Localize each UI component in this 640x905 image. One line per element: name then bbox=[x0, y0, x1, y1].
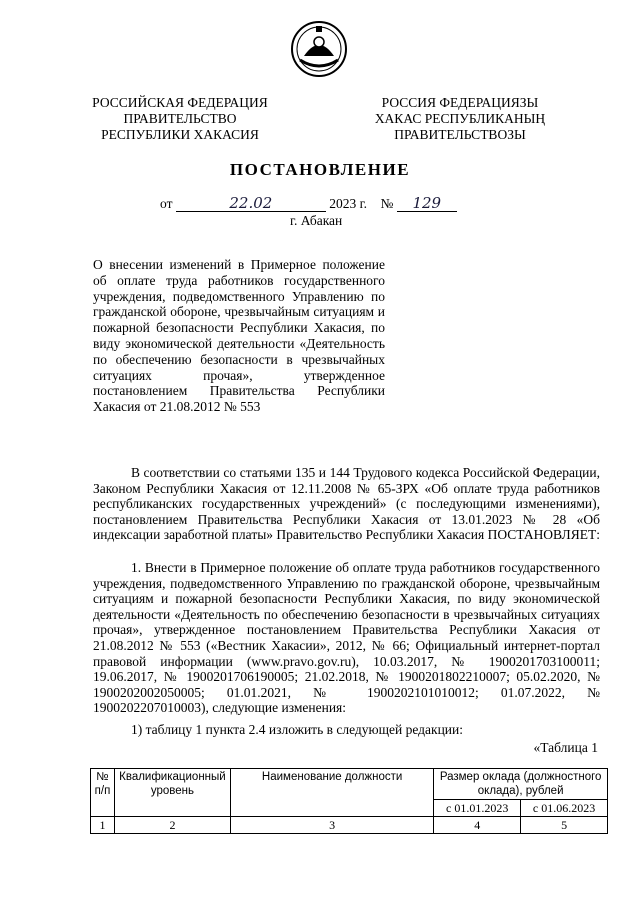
date-field bbox=[176, 196, 326, 212]
header-left-line-1: РОССИЙСКАЯ ФЕДЕРАЦИЯ bbox=[92, 95, 268, 110]
clause-1-1-paragraph bbox=[93, 722, 600, 738]
coat-of-arms-emblem bbox=[290, 20, 348, 78]
header-right-line-1: РОССИЯ ФЕДЕРАЦИЯЗЫ bbox=[381, 95, 539, 110]
document-title: ПОСТАНОВЛЕНИЕ bbox=[229, 160, 411, 179]
table-cell: 4 bbox=[434, 817, 521, 834]
salary-table bbox=[90, 768, 608, 834]
table-cell: 2 bbox=[114, 817, 230, 834]
col-header-date-2: с 01.06.2023 bbox=[521, 800, 608, 817]
col-header-position: Наименование должности bbox=[230, 769, 433, 817]
date-year: 2023 г. bbox=[329, 196, 367, 211]
table-header-row bbox=[91, 769, 608, 800]
number-field bbox=[397, 196, 457, 212]
date-from-label: от bbox=[160, 196, 173, 211]
col-header-date-1: с 01.01.2023 bbox=[434, 800, 521, 817]
date-handwritten: 22.02 bbox=[229, 194, 273, 212]
table-caption: «Таблица 1 bbox=[533, 740, 598, 755]
document-subject: О внесении изменений в Примерное положение об оплате труда работников государственного учреждения, подведомственного Управлению по гражданской обороне, чрезвычайным ситуациям и пожарной безопасности Республики Хакасия, по виду экономической деятельности «Деятельность по обеспечению безопасности в чрезвычайных ситуациях прочая», утвержденное постановлением Правительства Республики Хакасия от 21.08.2012 № 553 bbox=[93, 257, 385, 415]
header-right bbox=[360, 95, 560, 143]
clause-1-paragraph bbox=[93, 560, 600, 716]
col-header-salary: Размер оклада (должностного оклада), рублей bbox=[434, 769, 608, 800]
table-row bbox=[91, 817, 608, 834]
preamble-paragraph bbox=[93, 465, 600, 543]
header-left-line-3: РЕСПУБЛИКИ ХАКАСИЯ bbox=[101, 127, 259, 142]
header-right-line-3: ПРАВИТЕЛЬСТВОЗЫ bbox=[394, 127, 526, 142]
header-left bbox=[80, 95, 280, 143]
preamble-text: В соответствии со статьями 135 и 144 Трудового кодекса Российской Федерации, Законом Республики Хакасия от 12.11.2008 № 65-ЗРХ «Об оплате труда работников республиканских государственных учреждений» (с последующими изменениями), постановлением Правительства Республики Хакасия от 13.01.2023 № 28 «Об индексации заработной платы» Правительство Республики Хакасия ПОСТАНОВЛЯЕТ: bbox=[93, 465, 600, 543]
city-name: г. Абакан bbox=[290, 213, 343, 228]
clause-1-1-text: 1) таблицу 1 пункта 2.4 изложить в следующей редакции: bbox=[131, 722, 463, 737]
clause-1-text: 1. Внести в Примерное положение об оплате труда работников государственного учреждения, подведомственного Управлению по гражданской обороне, чрезвычайным ситуациям и пожарной безопасности Республики Хакасия, по виду экономической деятельности «Деятельность по обеспечению безопасности в чрезвычайных ситуациях прочая», утвержденное постановлением Правительства Республики Хакасия от 21.08.2012 № 553 («Вестник Хакасии», 2012, № 66; Официальный интернет-портал правовой информации (www.pravo.gov.ru), 10.03.2017, № 1900201703100011; 19.06.2017, № 1900201706190005; 21.02.2018, № 1900201802210007; 05.02.2020, № 1900202002050005; 01.01.2021, № 1900202101010012; 01.07.2022, № 1900202207010003), следующие изменения: bbox=[93, 560, 600, 716]
col-header-level: Квалификационный уровень bbox=[114, 769, 230, 817]
date-number-line bbox=[160, 196, 457, 212]
header-left-line-2: ПРАВИТЕЛЬСТВО bbox=[123, 111, 237, 126]
table-cell: 5 bbox=[521, 817, 608, 834]
header-right-line-2: ХАКАС РЕСПУБЛИКАНЫҢ bbox=[374, 111, 546, 126]
table-cell: 1 bbox=[91, 817, 115, 834]
number-handwritten: 129 bbox=[412, 194, 442, 212]
number-label: № bbox=[380, 196, 394, 211]
table-cell: 3 bbox=[230, 817, 433, 834]
col-header-number: № п/п bbox=[91, 769, 115, 817]
